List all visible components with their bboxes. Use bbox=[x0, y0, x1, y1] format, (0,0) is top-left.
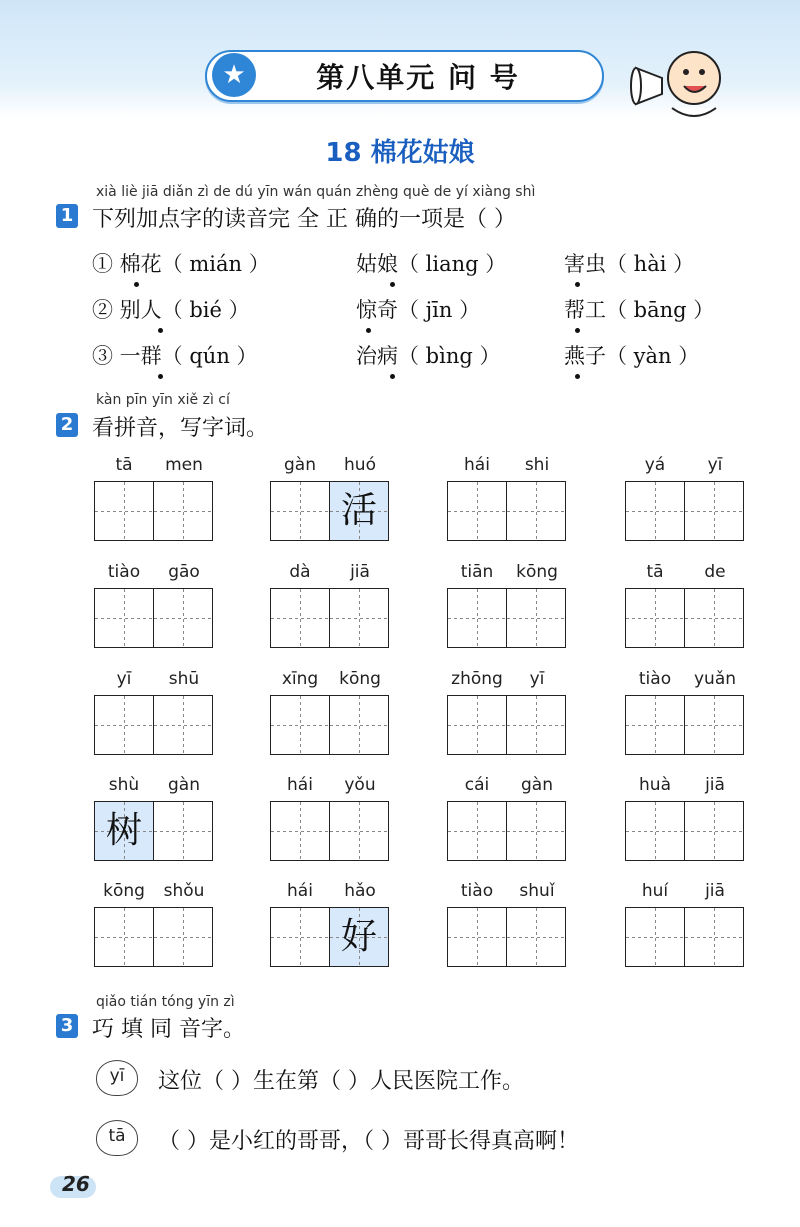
writing-cell[interactable] bbox=[506, 695, 566, 755]
writing-cell[interactable] bbox=[270, 801, 330, 861]
q1-option-2b: 惊奇（ jīn ） bbox=[356, 298, 481, 322]
cell-character bbox=[95, 589, 153, 647]
unit-title: 第八单元 问 号 bbox=[316, 61, 520, 94]
cell-character bbox=[685, 696, 743, 754]
q3-number: 3 bbox=[56, 1014, 78, 1038]
writing-cell[interactable] bbox=[447, 481, 507, 541]
syllable-pinyin: tiào bbox=[460, 881, 494, 901]
syllable-pinyin: men bbox=[165, 455, 203, 475]
word-pinyin bbox=[270, 669, 390, 693]
syllable-pinyin: hǎo bbox=[344, 881, 376, 901]
syllable-pinyin: gāo bbox=[168, 562, 200, 582]
q2-number: 2 bbox=[56, 413, 78, 437]
word-pinyin bbox=[447, 881, 567, 905]
syllable-pinyin: tā bbox=[115, 455, 133, 475]
cell-character bbox=[448, 696, 506, 754]
syllable-pinyin: gàn bbox=[284, 455, 316, 475]
cell-character bbox=[626, 696, 684, 754]
word-pinyin bbox=[270, 562, 390, 586]
writing-cell[interactable] bbox=[94, 695, 154, 755]
writing-cell[interactable] bbox=[270, 695, 330, 755]
syllable-pinyin: gàn bbox=[168, 775, 200, 795]
q1-question: 下列加点字的读音完 全 正 确的一项是（ ） bbox=[92, 207, 516, 232]
emphasis-dot bbox=[390, 374, 395, 379]
q2-pinyin: kàn pīn yīn xiě zì cí bbox=[96, 392, 230, 408]
writing-cell[interactable] bbox=[270, 481, 330, 541]
writing-cell[interactable] bbox=[684, 801, 744, 861]
cell-character bbox=[448, 482, 506, 540]
q1-option-1c: 害虫（ hài ） bbox=[564, 252, 695, 276]
cell-character: 活 bbox=[340, 490, 377, 531]
writing-cell[interactable] bbox=[625, 801, 685, 861]
syllable-pinyin: huó bbox=[344, 455, 376, 475]
cell-character bbox=[507, 589, 565, 647]
cell-character bbox=[507, 482, 565, 540]
pinyin-tag: tā bbox=[96, 1120, 138, 1156]
cell-character bbox=[626, 589, 684, 647]
cell-character bbox=[685, 908, 743, 966]
syllable-pinyin: xīng bbox=[281, 669, 319, 689]
syllable-pinyin: shù bbox=[108, 775, 140, 795]
cell-character bbox=[95, 908, 153, 966]
cell-character bbox=[154, 908, 212, 966]
writing-cell[interactable] bbox=[447, 801, 507, 861]
syllable-pinyin: yī bbox=[116, 669, 132, 689]
cell-character bbox=[330, 589, 388, 647]
fill-sentence: 这位（ ）生在第（ ）人民医院工作。 bbox=[158, 1069, 524, 1094]
writing-cell[interactable] bbox=[506, 801, 566, 861]
word-pinyin bbox=[447, 562, 567, 586]
cell-character bbox=[626, 802, 684, 860]
writing-cell[interactable] bbox=[329, 801, 389, 861]
writing-cell[interactable] bbox=[94, 907, 154, 967]
q1-option-3c: 燕子（ yàn ） bbox=[564, 344, 700, 368]
cell-character bbox=[330, 696, 388, 754]
writing-cell[interactable] bbox=[270, 907, 330, 967]
writing-cell[interactable] bbox=[684, 481, 744, 541]
syllable-pinyin: shuǐ bbox=[519, 881, 555, 901]
word-pinyin bbox=[94, 455, 214, 479]
writing-cell[interactable] bbox=[270, 588, 330, 648]
cell-character bbox=[154, 802, 212, 860]
emphasis-dot bbox=[390, 282, 395, 287]
writing-cell[interactable] bbox=[684, 907, 744, 967]
writing-cell[interactable] bbox=[94, 801, 154, 861]
word-pinyin bbox=[270, 881, 390, 905]
emphasis-dot bbox=[366, 328, 371, 333]
fill-sentence: （ ）是小红的哥哥，（ ）哥哥长得真高啊！ bbox=[158, 1129, 579, 1154]
q1-option-1a: ① 棉花（ mián ） bbox=[92, 252, 270, 276]
writing-cell[interactable] bbox=[153, 695, 213, 755]
emphasis-dot bbox=[158, 328, 163, 333]
syllable-pinyin: huí bbox=[641, 881, 669, 901]
syllable-pinyin: yǒu bbox=[344, 775, 376, 795]
syllable-pinyin: yī bbox=[707, 455, 723, 475]
writing-cell[interactable] bbox=[94, 588, 154, 648]
word-pinyin bbox=[625, 775, 745, 799]
syllable-pinyin: hái bbox=[287, 775, 313, 795]
cell-character bbox=[330, 802, 388, 860]
word-pinyin bbox=[270, 775, 390, 799]
word-pinyin bbox=[447, 669, 567, 693]
cell-character: 树 bbox=[105, 810, 142, 851]
writing-cell[interactable] bbox=[447, 695, 507, 755]
writing-cell[interactable] bbox=[153, 588, 213, 648]
writing-cell[interactable] bbox=[153, 481, 213, 541]
q1-option-2c: 帮工（ bāng ） bbox=[564, 298, 715, 322]
emphasis-dot bbox=[134, 282, 139, 287]
writing-cell[interactable] bbox=[506, 481, 566, 541]
q2-question: 看拼音，写字词。 bbox=[92, 416, 269, 441]
cell-character bbox=[507, 696, 565, 754]
cell-character bbox=[626, 908, 684, 966]
word-pinyin bbox=[94, 669, 214, 693]
word-pinyin bbox=[447, 455, 567, 479]
syllable-pinyin: kōng bbox=[103, 881, 145, 901]
word-pinyin bbox=[94, 775, 214, 799]
cell-character: 好 bbox=[340, 916, 377, 957]
word-pinyin bbox=[625, 455, 745, 479]
cell-character bbox=[685, 482, 743, 540]
syllable-pinyin: tā bbox=[646, 562, 664, 582]
emphasis-dot bbox=[575, 374, 580, 379]
syllable-pinyin: shǒu bbox=[163, 881, 205, 901]
writing-cell[interactable] bbox=[625, 695, 685, 755]
writing-cell[interactable] bbox=[506, 907, 566, 967]
cell-character bbox=[271, 589, 329, 647]
syllable-pinyin: de bbox=[704, 562, 726, 582]
word-pinyin bbox=[94, 562, 214, 586]
emphasis-dot bbox=[575, 328, 580, 333]
cell-character bbox=[448, 589, 506, 647]
syllable-pinyin: tiào bbox=[107, 562, 141, 582]
cell-character bbox=[271, 482, 329, 540]
syllable-pinyin: yī bbox=[529, 669, 545, 689]
cell-character bbox=[507, 908, 565, 966]
cell-character bbox=[271, 908, 329, 966]
writing-cell[interactable] bbox=[329, 907, 389, 967]
boy-megaphone-icon bbox=[628, 38, 728, 124]
q1-number: 1 bbox=[56, 204, 78, 228]
syllable-pinyin: zhōng bbox=[451, 669, 503, 689]
syllable-pinyin: hái bbox=[287, 881, 313, 901]
syllable-pinyin: tiào bbox=[638, 669, 672, 689]
writing-cell[interactable] bbox=[94, 481, 154, 541]
word-pinyin bbox=[625, 669, 745, 693]
syllable-pinyin: jiā bbox=[705, 775, 725, 795]
emphasis-dot bbox=[158, 374, 163, 379]
syllable-pinyin: hái bbox=[464, 455, 490, 475]
writing-cell[interactable] bbox=[153, 907, 213, 967]
writing-cell[interactable] bbox=[625, 907, 685, 967]
writing-cell[interactable] bbox=[329, 588, 389, 648]
q3-pinyin: qiǎo tián tóng yīn zì bbox=[96, 994, 235, 1010]
cell-character bbox=[154, 696, 212, 754]
cell-character bbox=[154, 589, 212, 647]
emphasis-dot bbox=[575, 282, 580, 287]
word-pinyin bbox=[447, 775, 567, 799]
syllable-pinyin: huà bbox=[639, 775, 671, 795]
syllable-pinyin: gàn bbox=[521, 775, 553, 795]
pinyin-tag: yī bbox=[96, 1060, 138, 1096]
syllable-pinyin: kōng bbox=[339, 669, 381, 689]
writing-cell[interactable] bbox=[447, 588, 507, 648]
writing-cell[interactable] bbox=[153, 801, 213, 861]
syllable-pinyin: kōng bbox=[516, 562, 558, 582]
writing-cell[interactable] bbox=[329, 695, 389, 755]
cell-character bbox=[95, 696, 153, 754]
syllable-pinyin: shū bbox=[168, 669, 200, 689]
q1-option-2a: ② 别人（ bié ） bbox=[92, 298, 250, 322]
page-number: 26 bbox=[62, 1172, 90, 1196]
cell-character bbox=[271, 802, 329, 860]
q1-option-3a: ③ 一群（ qún ） bbox=[92, 344, 258, 368]
writing-cell[interactable] bbox=[684, 588, 744, 648]
syllable-pinyin: yuǎn bbox=[693, 669, 737, 689]
q1-pinyin: xià liè jiā diǎn zì de dú yīn wán quán zhèng què de yí xiàng shì bbox=[96, 184, 536, 200]
q3-question: 巧 填 同 音字。 bbox=[92, 1017, 245, 1042]
cell-character bbox=[685, 802, 743, 860]
syllable-pinyin: dà bbox=[289, 562, 311, 582]
cell-character bbox=[271, 696, 329, 754]
cell-character bbox=[95, 482, 153, 540]
writing-cell[interactable] bbox=[684, 695, 744, 755]
syllable-pinyin: shi bbox=[524, 455, 550, 475]
syllable-pinyin: jiā bbox=[350, 562, 370, 582]
word-pinyin bbox=[625, 562, 745, 586]
word-pinyin bbox=[94, 881, 214, 905]
cell-character bbox=[685, 589, 743, 647]
word-pinyin bbox=[270, 455, 390, 479]
cell-character bbox=[507, 802, 565, 860]
word-pinyin bbox=[625, 881, 745, 905]
writing-cell[interactable] bbox=[625, 588, 685, 648]
lesson-title: 18 棉花姑娘 bbox=[325, 138, 475, 168]
q1-option-3b: 治病（ bìng ） bbox=[356, 344, 501, 368]
syllable-pinyin: yá bbox=[644, 455, 666, 475]
writing-cell[interactable] bbox=[625, 481, 685, 541]
writing-cell[interactable] bbox=[447, 907, 507, 967]
q1-option-1b: 姑娘（ liang ） bbox=[356, 252, 507, 276]
syllable-pinyin: cái bbox=[464, 775, 490, 795]
cell-character bbox=[626, 482, 684, 540]
writing-cell[interactable] bbox=[506, 588, 566, 648]
cell-character bbox=[154, 482, 212, 540]
cell-character bbox=[448, 908, 506, 966]
syllable-pinyin: tiān bbox=[460, 562, 494, 582]
writing-cell[interactable] bbox=[329, 481, 389, 541]
cell-character bbox=[448, 802, 506, 860]
star-icon: ★ bbox=[212, 53, 256, 97]
syllable-pinyin: jiā bbox=[705, 881, 725, 901]
